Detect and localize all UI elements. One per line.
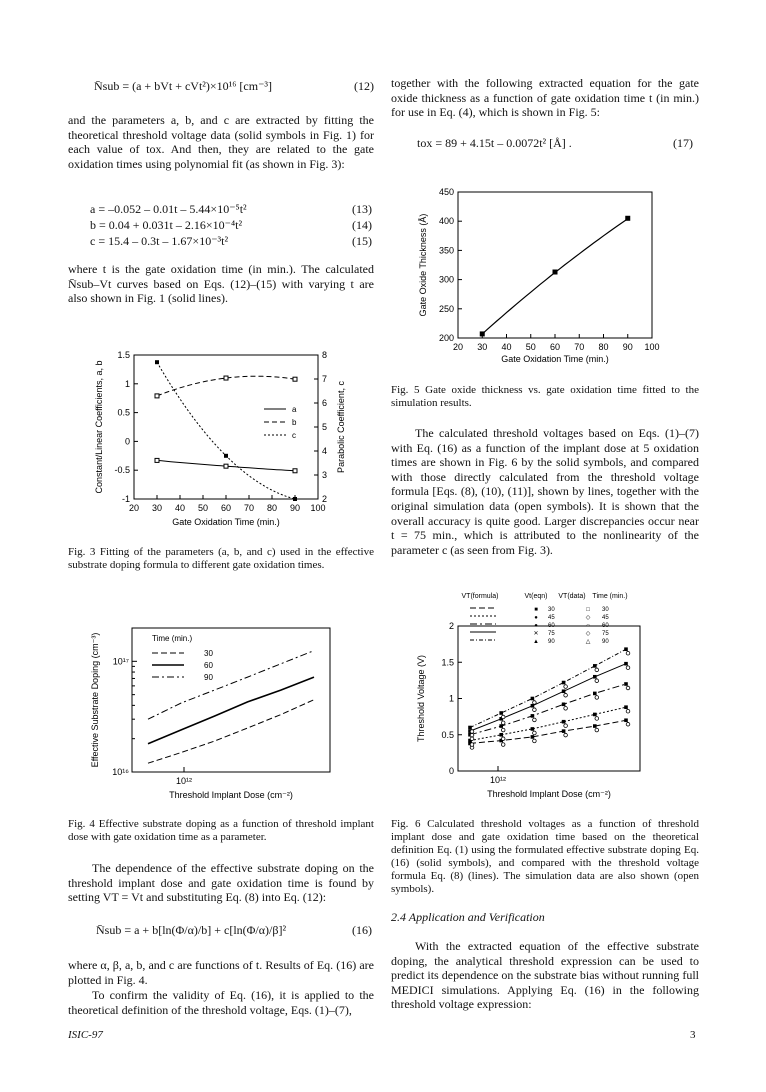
fig6-data-point-60 <box>533 718 537 722</box>
fig6-data-point-30 <box>533 739 537 743</box>
fig3-x-tick-label: 40 <box>174 503 186 513</box>
fig6-legend-header: VT(formula) <box>461 593 499 600</box>
fig6-legend-time: 30 <box>602 607 609 613</box>
fig5-x-tick-label: 50 <box>525 342 536 352</box>
fig5-y-tick-label: 300 <box>438 274 454 285</box>
equation-12: N̄sub = (a + bVt + cVt²)×10¹⁶ [cm⁻³] <box>94 79 273 93</box>
fig5-x-tick-label: 20 <box>452 342 464 352</box>
fig6-legend-open-symbol: △ <box>585 639 591 645</box>
fig5-y-tick-label: 450 <box>438 187 454 197</box>
fig6-point-60 <box>562 703 566 707</box>
fig6-point-75 <box>593 675 597 679</box>
fig6-y-tick-label: 2 <box>448 621 454 631</box>
fig5-x-tick-label: 30 <box>477 342 488 352</box>
fig6-data-point-45 <box>595 717 599 721</box>
fig6-legend-solid-symbol: ● <box>534 623 538 629</box>
left-paragraph-4: where α, β, a, b, and c are functions of t. Results of Eq. (16) are plotted in Fig. 4. <box>68 958 374 987</box>
fig6-point-45 <box>499 733 503 737</box>
fig3-y-tick-label: -0.5 <box>114 465 130 476</box>
fig4-legend-title: Time (min.) <box>152 634 193 643</box>
fig3-y2-tick-label: 6 <box>322 398 328 408</box>
fig6-point-45 <box>624 705 628 709</box>
footer-conference: ISIC-97 <box>68 1029 103 1041</box>
fig3-y-tick-label: 1.5 <box>117 350 130 360</box>
fig6-data-point-30 <box>564 733 568 737</box>
fig6-data-point-90 <box>626 651 630 655</box>
fig6-data-point-60 <box>564 707 568 711</box>
fig3-x-tick-label: 70 <box>243 503 255 513</box>
fig5-data-point <box>625 216 630 221</box>
fig6-point-90 <box>593 664 597 668</box>
fig3-caption: Fig. 3 Fitting of the parameters (a, b, and c) used in the effective substrate doping formula to different gate oxidation times. <box>68 546 374 571</box>
fig6-series-30-line <box>470 720 626 743</box>
fig6-data-point-30 <box>501 743 505 747</box>
fig5-y-tick-label: 200 <box>438 333 454 343</box>
fig6-data-point-45 <box>533 731 537 735</box>
fig3-x-tick-label: 20 <box>128 503 140 513</box>
fig3-y2-tick-label: 5 <box>322 422 328 432</box>
fig6-point-90 <box>624 647 628 651</box>
fig6-data-point-60 <box>626 686 630 690</box>
fig6-data-point-75 <box>533 708 537 712</box>
fig4-y-tick-label: 10¹⁷ <box>112 656 129 667</box>
fig6-point-45 <box>593 713 597 717</box>
fig6-legend-header: Vt(eqn) <box>524 593 548 600</box>
fig6-point-30 <box>562 729 566 733</box>
fig5-y-tick-label: 350 <box>438 245 454 256</box>
fig3-point-c <box>155 360 159 364</box>
fig3-point-c <box>293 497 297 501</box>
fig4-frame <box>132 628 330 772</box>
fig6-x-tick-label: 10¹² <box>489 775 507 785</box>
fig6-legend-header: Time (min.) <box>592 593 628 600</box>
fig3-y2-axis-label: Parabolic Coefficient, c <box>336 381 346 473</box>
fig3-legend-label-a: a <box>292 405 297 414</box>
fig6-y-tick-label: 0 <box>448 766 454 776</box>
fig3-point-c <box>224 454 228 458</box>
fig6-data-point-60 <box>470 737 474 741</box>
fig3-x-tick-label: 30 <box>151 503 163 513</box>
fig6-data-point-90 <box>564 685 568 689</box>
fig5-fit-line <box>482 219 628 334</box>
fig3-y2-tick-label: 3 <box>322 470 328 480</box>
fig5-x-axis-label: Gate Oxidation Time (min.) <box>501 354 609 364</box>
fig6-data-point-90 <box>470 730 474 734</box>
section-heading: 2.4 Application and Verification <box>391 910 545 924</box>
fig5-x-tick-label: 60 <box>549 342 561 352</box>
fig6-data-point-90 <box>533 701 537 705</box>
fig4-y-axis-label: Effective Substrate Doping (cm⁻³) <box>90 632 100 768</box>
fig6-data-point-75 <box>626 666 630 670</box>
fig6-legend-time: 30 <box>548 607 555 613</box>
fig3-x-tick-label: 90 <box>289 503 301 513</box>
fig3-y2-tick-label: 8 <box>322 350 328 360</box>
fig5-y-tick-label: 400 <box>438 216 454 227</box>
fig6-legend-open-symbol: ○ <box>586 623 590 629</box>
fig3-point-b <box>293 377 297 381</box>
fig6-point-60 <box>593 692 597 696</box>
fig5-x-tick-label: 40 <box>501 342 512 352</box>
fig6-legend-solid-symbol: ● <box>534 615 538 621</box>
fig6-data-point-45 <box>501 737 505 741</box>
fig4-legend-label: 90 <box>204 673 213 682</box>
fig3-point-b <box>155 394 159 398</box>
fig5-chart <box>412 186 672 370</box>
fig6-y-tick-label: 0.5 <box>441 729 454 740</box>
fig6-data-point-45 <box>470 743 474 747</box>
right-paragraph-2: The calculated threshold voltages based on Eqs. (1)–(7) with Eq. (16) as a function of the implant dose at 5 oxidation times are shown in Fig. 6 by the solid symbols, and compared with those directly calculated from the threshold voltage formula [Eqs. (8), (10), (11)], shown by lines, together with the original simulation data (open symbols). It is shown that the overall accuracy is quite good. Larger discrepancies occur near t = 75 min., which is attributed to the nonlinearity of the parameter c (as seen from Fig. 3). <box>391 426 699 557</box>
fig6-point-90 <box>468 726 472 730</box>
fig5-caption: Fig. 5 Gate oxide thickness vs. gate oxidation time fitted to the simulation results. <box>391 384 699 409</box>
left-paragraph-3: The dependence of the effective substrate doping on the threshold implant dose and gate oxidation time is found by setting VT = Vt and substituting Eq. (8) into Eq. (12): <box>68 861 374 905</box>
fig5-data-point <box>553 270 558 275</box>
fig6-y-axis-label: Threshold Voltage (V) <box>416 654 426 743</box>
fig6-legend-solid-symbol: ✕ <box>533 631 539 637</box>
fig4-caption: Fig. 4 Effective substrate doping as a function of threshold implant dose with gate oxidation time as a parameter. <box>68 818 374 843</box>
fig6-data-point-75 <box>501 721 505 725</box>
fig3-legend-label-c: c <box>292 431 296 440</box>
fig5-y-tick-label: 250 <box>438 303 454 314</box>
equation-12-number: (12) <box>354 79 374 93</box>
fig3-point-b <box>224 376 228 380</box>
fig4-legend-label: 30 <box>204 649 213 658</box>
fig3-y-tick-label: 1 <box>124 378 130 389</box>
fig3-x-tick-label: 60 <box>220 503 232 513</box>
equation-15-number: (15) <box>352 234 372 248</box>
fig6-data-point-30 <box>626 722 630 726</box>
left-paragraph-5: To confirm the validity of Eq. (16), it is applied to the theoretical definition of the threshold voltage, Eqs. (1)–(7), <box>68 988 374 1017</box>
fig4-y-tick-label: 10¹⁶ <box>112 767 129 777</box>
fig6-series-90-line <box>470 649 626 727</box>
fig5-y-axis-label: Gate Oxide Thickness (Å) <box>418 213 428 317</box>
fig6-series-60-line <box>470 684 626 735</box>
fig3-y-tick-label: 0 <box>124 436 130 447</box>
fig5-x-tick-label: 90 <box>622 342 633 352</box>
fig3-point-a <box>293 469 297 473</box>
fig6-y-tick-label: 1 <box>448 693 454 704</box>
fig5-frame <box>458 192 652 338</box>
fig5-x-tick-label: 80 <box>598 342 609 352</box>
fig6-legend-time: 75 <box>602 631 609 637</box>
fig6-legend-time: 75 <box>548 631 555 637</box>
fig6-point-30 <box>531 735 535 739</box>
fig3-y-axis-label: Constant/Linear Coefficients, a, b <box>94 360 104 494</box>
fig4-legend-label: 60 <box>204 661 213 670</box>
fig6-data-point-60 <box>501 728 505 732</box>
fig3-y-tick-label: 0.5 <box>117 407 130 418</box>
fig6-point-90 <box>499 711 503 715</box>
fig6-point-75 <box>624 662 628 666</box>
fig3-x-tick-label: 100 <box>310 503 326 513</box>
fig6-data-point-90 <box>595 668 599 672</box>
left-paragraph-1: and the parameters a, b, and c are extracted by fitting the theoretical threshold voltage data (solid symbols in Fig. 1) for each value of tox. And then, they are related to the gate oxidation times using polynomial fit (as shown in Fig. 3): <box>68 113 374 171</box>
fig6-data-point-75 <box>564 693 568 697</box>
fig3-y2-tick-label: 7 <box>322 374 328 384</box>
fig4-chart <box>86 620 346 808</box>
fig4-x-axis-label: Threshold Implant Dose (cm⁻²) <box>169 790 293 800</box>
fig6-data-point-45 <box>564 724 568 728</box>
fig3-y2-tick-label: 4 <box>322 446 328 456</box>
fig3-y2-tick-label: 2 <box>322 494 328 504</box>
fig6-point-90 <box>562 681 566 685</box>
fig3-x-tick-label: 50 <box>197 503 209 513</box>
footer-page-number: 3 <box>690 1029 696 1041</box>
fig6-data-point-75 <box>595 679 599 683</box>
fig6-point-30 <box>593 724 597 728</box>
fig3-y-tick-label: -1 <box>121 494 130 504</box>
fig6-legend-solid-symbol: ▲ <box>533 639 539 645</box>
fig6-point-60 <box>531 714 535 718</box>
fig6-legend-time: 90 <box>548 639 555 645</box>
fig6-data-point-45 <box>626 709 630 713</box>
equation-14-number: (14) <box>352 218 372 232</box>
equation-16: N̄sub = a + b[ln(Φ/α)/b] + c[ln(Φ/α)/β]² <box>96 923 287 937</box>
fig3-x-tick-label: 80 <box>266 503 278 513</box>
fig6-point-45 <box>531 727 535 731</box>
fig6-legend-solid-symbol: ■ <box>534 607 538 613</box>
equation-13: a = –0.052 – 0.01t – 5.44×10⁻⁵t² <box>90 202 247 216</box>
right-paragraph-3: With the extracted equation of the effective substrate doping, the analytical threshold expression can be used to predict its dependence on the substrate bias without running full MEDICI simulations. Applying Eq. (16) in the following threshold voltage expression: <box>391 939 699 1012</box>
equation-16-number: (16) <box>352 923 372 937</box>
fig6-legend-open-symbol: □ <box>586 607 590 613</box>
fig3-series-c-line <box>157 362 295 499</box>
equation-17: tox = 89 + 4.15t – 0.0072t² [Å] . <box>417 136 572 150</box>
fig6-data-point-90 <box>501 715 505 719</box>
fig6-chart <box>412 588 687 804</box>
fig3-x-axis-label: Gate Oxidation Time (min.) <box>172 517 280 527</box>
equation-13-number: (13) <box>352 202 372 216</box>
right-paragraph-1: together with the following extracted equation for the gate oxide thickness as a function of gate oxidation time t (in min.) for use in Eq. (4), which is shown in Fig. 5: <box>391 76 699 120</box>
fig6-legend-time: 45 <box>548 615 555 621</box>
fig5-x-tick-label: 100 <box>644 342 660 352</box>
fig6-point-75 <box>562 689 566 693</box>
fig5-data-point <box>480 331 485 336</box>
fig4-series-60-line <box>148 677 314 744</box>
equation-15: c = 15.4 – 0.3t – 1.67×10⁻³t² <box>90 234 229 248</box>
fig6-legend-header: VT(data) <box>558 593 586 600</box>
fig3-legend-label-b: b <box>292 418 297 427</box>
fig6-legend-time: 90 <box>602 639 609 645</box>
fig6-legend-time: 45 <box>602 615 609 621</box>
equation-14: b = 0.04 + 0.031t – 2.16×10⁻⁴t² <box>90 218 243 232</box>
fig3-chart <box>78 345 368 535</box>
equation-17-number: (17) <box>673 136 693 150</box>
fig6-point-60 <box>624 682 628 686</box>
fig6-point-45 <box>562 720 566 724</box>
fig6-point-30 <box>624 718 628 722</box>
fig6-data-point-60 <box>595 696 599 700</box>
fig6-legend-open-symbol: ◇ <box>585 615 591 621</box>
fig4-x-tick-label: 10¹² <box>175 776 193 786</box>
fig3-point-a <box>155 458 159 462</box>
fig6-caption: Fig. 6 Calculated threshold voltages as a function of threshold implant dose and gate oxidation time based on the theoretical definition Eq. (1) using the formulated effective substrate doping Eq. (16) (solid symbols), and compared with the threshold voltage formula Eq. (8) (lines). The simulation data are also shown (open symbols). <box>391 818 699 895</box>
fig5-x-tick-label: 70 <box>574 342 585 352</box>
fig6-x-axis-label: Threshold Implant Dose (cm⁻²) <box>487 789 611 799</box>
fig6-data-point-75 <box>470 733 474 737</box>
fig6-legend-open-symbol: ◇ <box>585 631 591 637</box>
fig6-y-tick-label: 1.5 <box>441 657 454 668</box>
fig6-data-point-30 <box>595 728 599 732</box>
fig6-legend-time: 60 <box>548 623 555 629</box>
fig6-legend-time: 60 <box>602 623 609 629</box>
fig6-series-75-line <box>470 664 626 731</box>
fig6-series-45-line <box>470 707 626 740</box>
fig3-point-a <box>224 464 228 468</box>
left-paragraph-2: where t is the gate oxidation time (in min.). The calculated N̄sub–Vt curves based on Eqs. (12)–(15) with varying t are also shown in Fig. 1 (solid lines). <box>68 262 374 306</box>
fig6-point-90 <box>531 697 535 701</box>
